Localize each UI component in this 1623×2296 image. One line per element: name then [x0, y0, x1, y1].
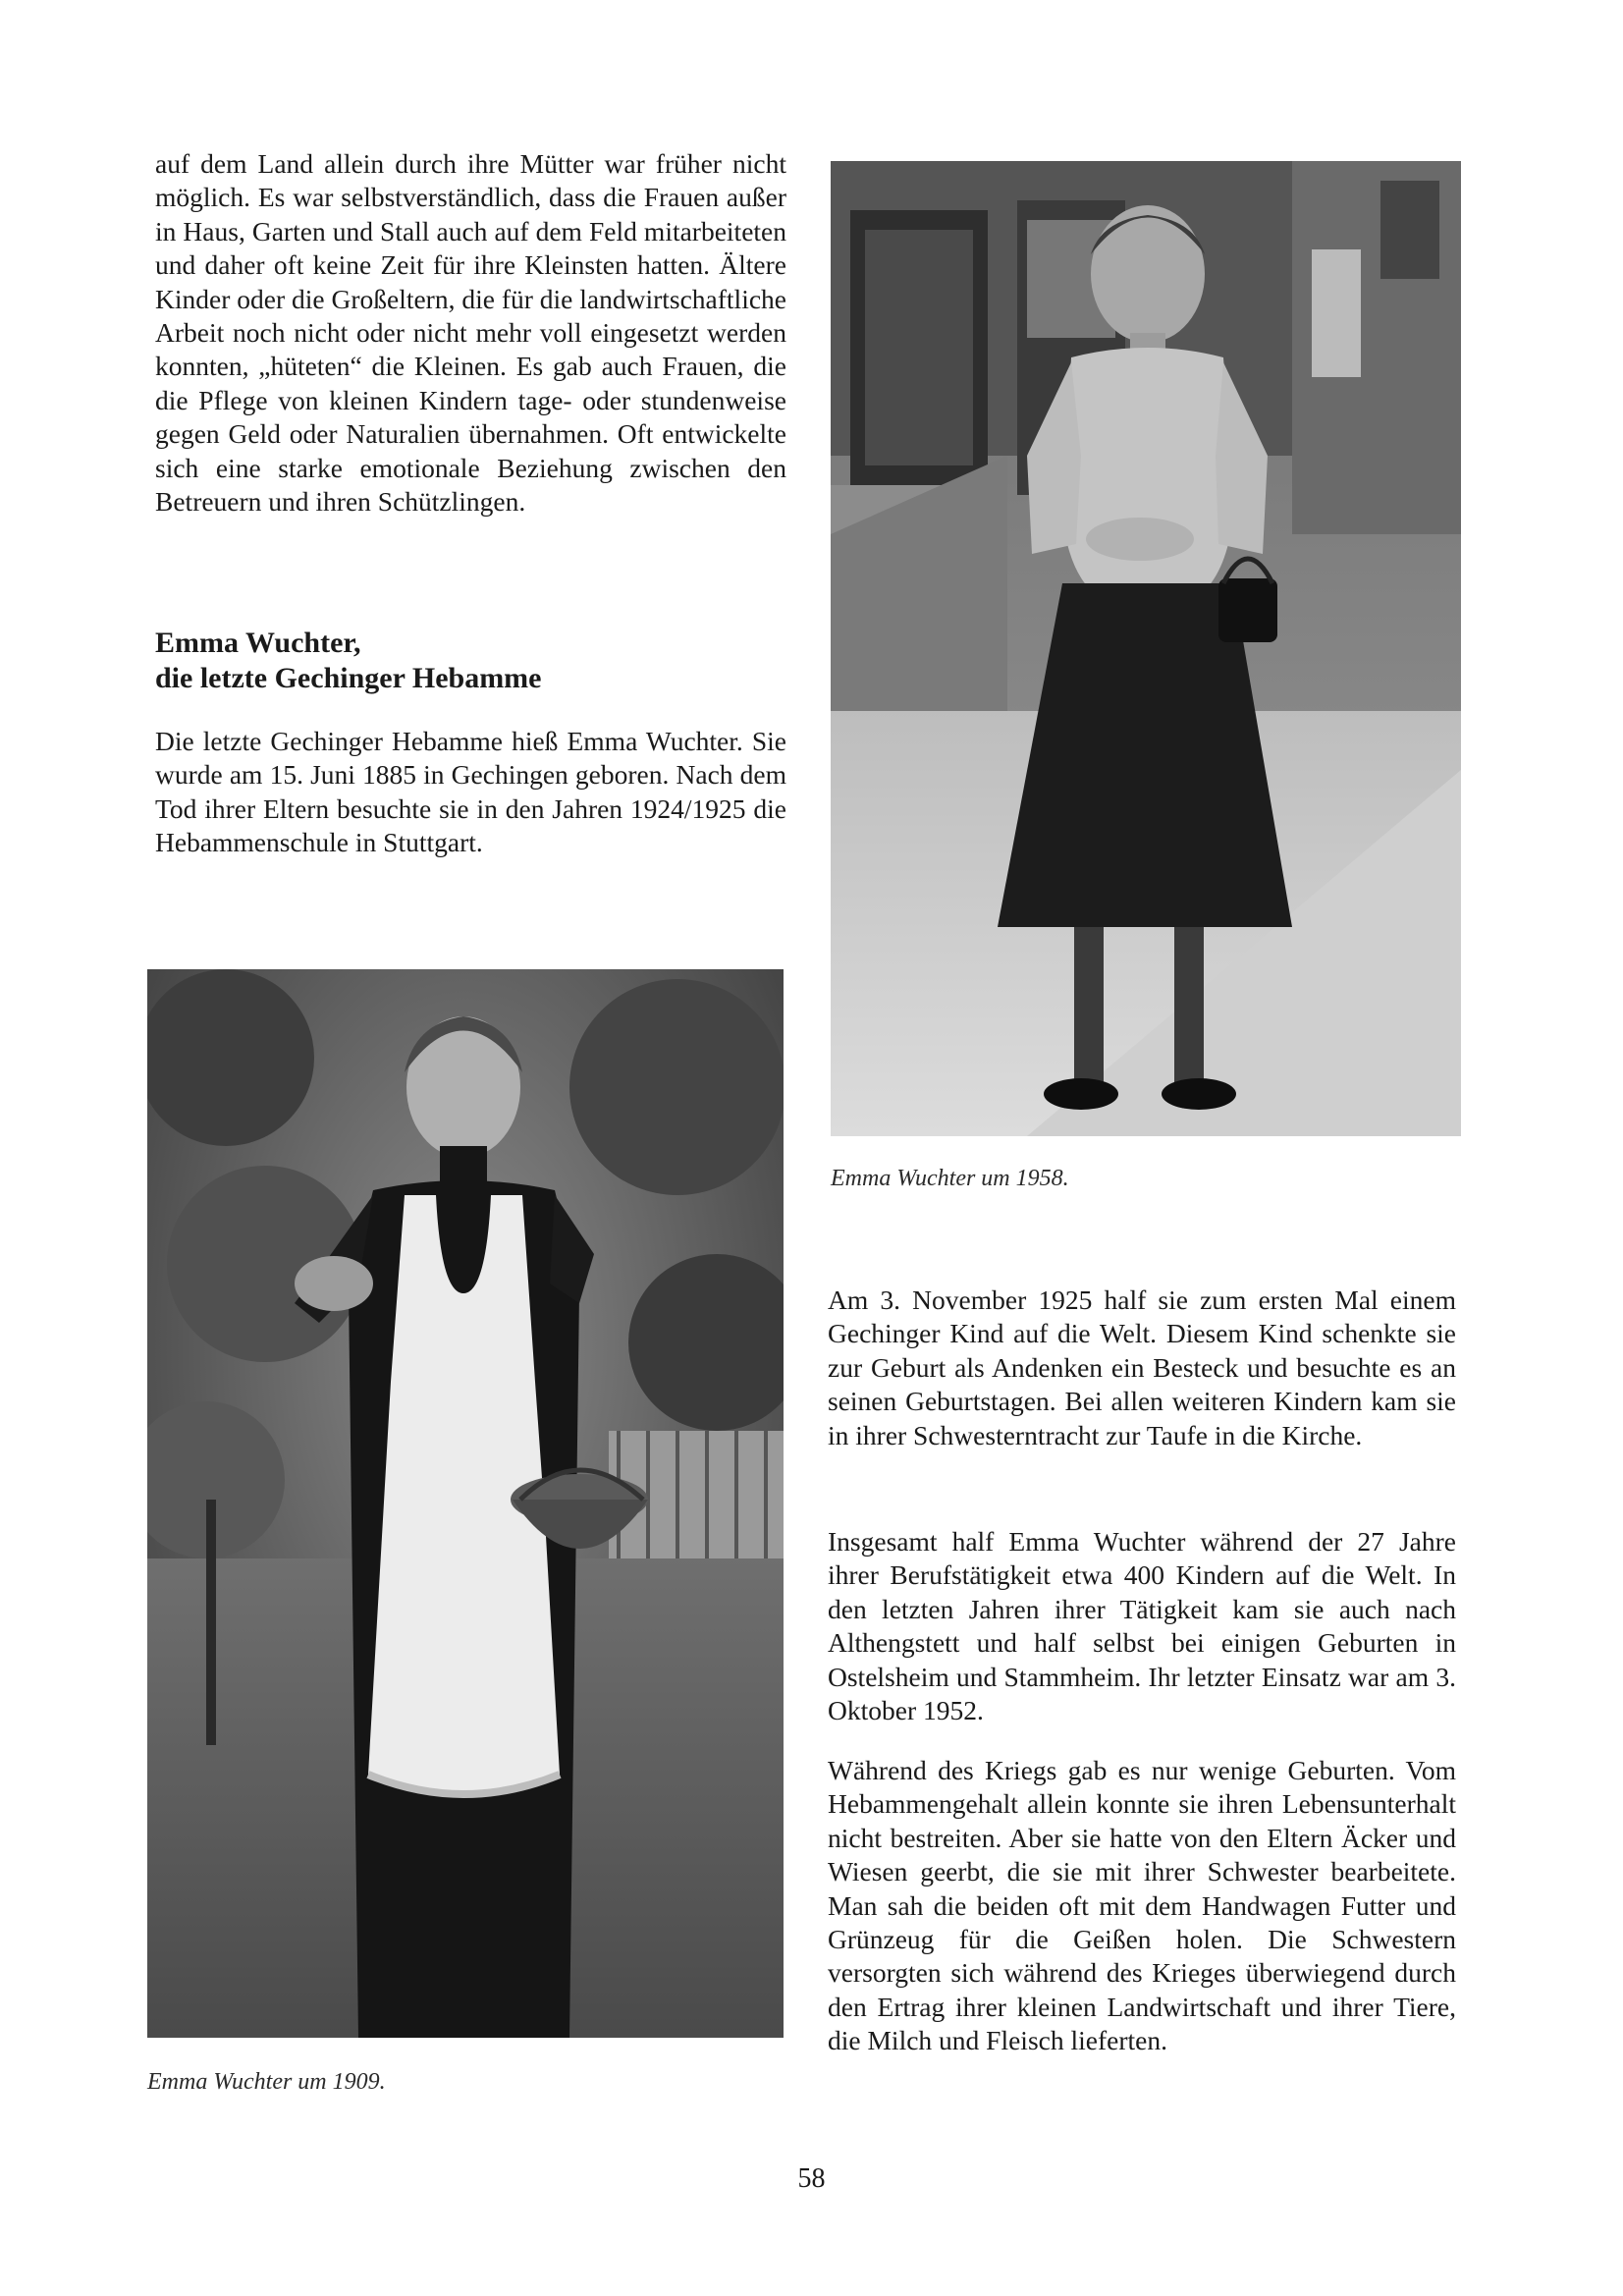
career-paragraph [828, 1525, 1456, 1727]
photo-1909-image [147, 969, 784, 2038]
war-years-paragraph [828, 1754, 1456, 2058]
biography-paragraph [155, 725, 786, 860]
intro-paragraph-text: auf dem Land allein durch ihre Mütter war früher nicht möglich. Es war selbstverständlich, dass die Frauen außer in Haus, Garten und Stall auch auf dem Feld mitarbeiteten und daher oft keine Zeit für ihre Kleinsten hatten. Ältere Kinder oder die Großeltern, die für die landwirtschaftliche Arbeit noch nicht oder nicht mehr voll eingesetzt werden konnten, „hüteten“ die Kleinen. Es gab auch Frauen, die die Pflege von kleinen Kindern tage- oder stundenweise gegen Geld oder Naturalien übernahmen. Oft entwickelte sich eine starke emotionale Beziehung zwischen den Betreuern und ihren Schützlingen. [155, 148, 786, 518]
photo-emma-wuchter-1909 [147, 969, 784, 2038]
first-birth-paragraph [828, 1284, 1456, 1452]
photo-1909-caption: Emma Wuchter um 1909. [147, 2069, 386, 2095]
page-number: 58 [797, 2163, 826, 2194]
war-years-paragraph-text: Während des Kriegs gab es nur wenige Geburten. Vom Hebammengehalt allein konnte sie ihren Lebensunterhalt nicht bestreiten. Aber sie hatte von den Eltern Äcker und Wiesen geerbt, die sie mit ihrer Schwester bearbeitete. Man sah die beiden oft mit dem Handwagen Futter und Grünzeug für die Geißen holen. Die Schwestern versorgten sich während des Krieges überwiegend durch den Ertrag ihrer kleinen Landwirtschaft und ihrer Tiere, die Milch und Fleisch lieferten. [828, 1755, 1456, 2056]
section-heading [155, 626, 786, 696]
photo-1958-image [831, 161, 1461, 1136]
first-birth-paragraph-text: Am 3. November 1925 half sie zum ersten Mal einem Gechinger Kind auf die Welt. Diesem Kind schenkte sie zur Geburt als Andenken ein Besteck und besuchte es an seinen Geburtstagen. Bei allen weiteren Kindern kam sie in ihrer Schwesterntracht zur Taufe in die Kirche. [828, 1285, 1456, 1450]
photo-emma-wuchter-1958 [831, 161, 1461, 1136]
section-heading-line-2: die letzte Gechinger Hebamme [155, 662, 542, 694]
photo-1958-caption: Emma Wuchter um 1958. [831, 1166, 1069, 1191]
section-heading-line-1: Emma Wuchter, [155, 627, 361, 659]
intro-paragraph [155, 147, 786, 519]
biography-paragraph-text: Die letzte Gechinger Hebamme hieß Emma Wuchter. Sie wurde am 15. Juni 1885 in Gechingen geboren. Nach dem Tod ihrer Eltern besuchte sie in den Jahren 1924/1925 die Hebammenschule in Stuttgart. [155, 726, 786, 858]
career-paragraph-text: Insgesamt half Emma Wuchter während der 27 Jahre ihrer Berufstätigkeit etwa 400 Kindern auf die Welt. In den letzten Jahren ihrer Tätigkeit kam sie auch nach Althengstett und half selbst bei einigen Geburten in Ostelsheim und Stammheim. Ihr letzter Einsatz war am 3. Oktober 1952. [828, 1526, 1456, 1726]
